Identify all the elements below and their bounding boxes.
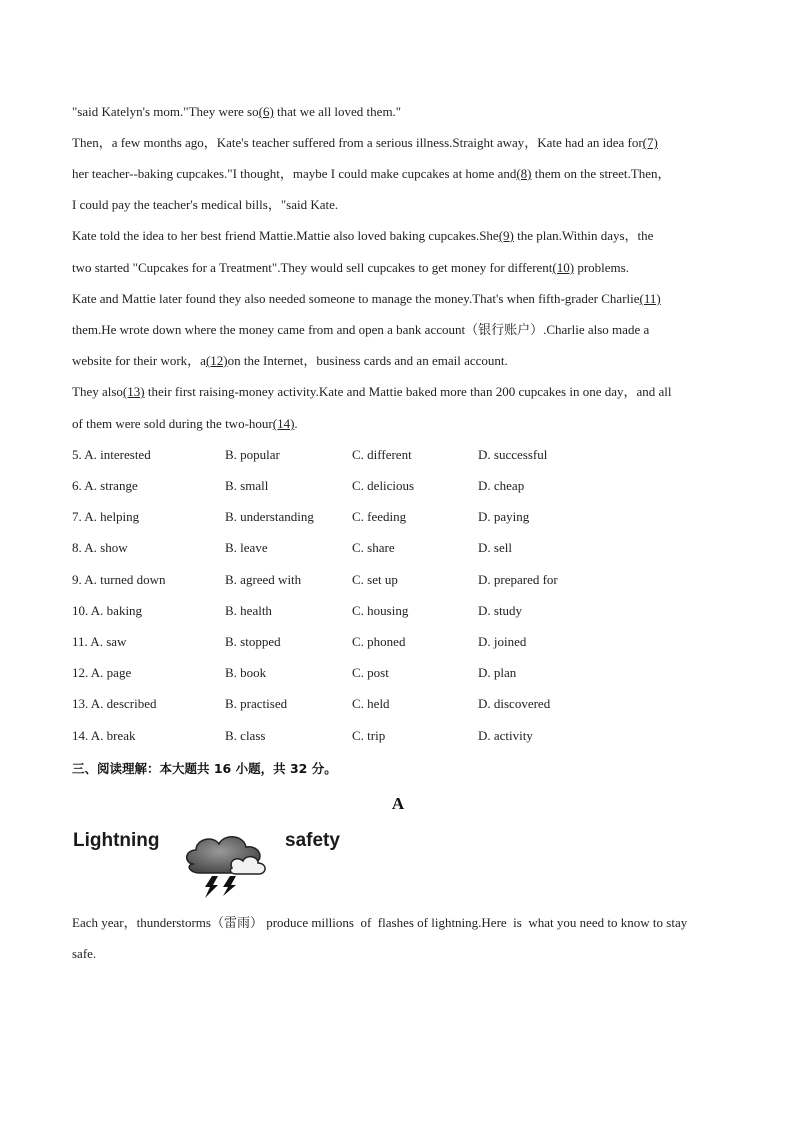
option-b: B. leave bbox=[225, 540, 268, 555]
option-a: 7. A. helping bbox=[72, 509, 140, 524]
option-d: D. successful bbox=[478, 447, 548, 462]
option-b: B. class bbox=[225, 728, 266, 743]
blank-number: (9) bbox=[498, 228, 514, 243]
blank-number: (13) bbox=[122, 384, 145, 399]
passage-text: I could pay the teacher's medical bills，"said Kate. bbox=[72, 197, 339, 212]
option-a: 12. A. page bbox=[72, 665, 132, 680]
option-a: 14. A. break bbox=[72, 728, 136, 743]
blank-number: (14) bbox=[272, 416, 295, 431]
passage-text: Kate and Mattie later found they also needed someone to manage the money.That's when fifth-grader Charlie bbox=[72, 291, 640, 306]
intro-line: safe. bbox=[72, 946, 97, 961]
option-c: C. trip bbox=[352, 728, 386, 743]
passage-text: problems. bbox=[574, 260, 629, 275]
option-a: 8. A. show bbox=[72, 540, 128, 555]
option-c: C. different bbox=[352, 447, 412, 462]
logo-word-left: Lightning bbox=[73, 830, 160, 851]
passage-line bbox=[72, 134, 732, 152]
blank-number: (10) bbox=[552, 260, 575, 275]
passage-text: them.He wrote down where the money came from and open a bank account（银行账户）.Charlie also made a bbox=[72, 322, 650, 337]
option-c: C. set up bbox=[352, 572, 398, 587]
passage-text: two started "Cupcakes for a Treatment".They would sell cupcakes to get money for different bbox=[72, 260, 553, 275]
option-b: B. health bbox=[225, 603, 272, 618]
passage-text: "said Katelyn's mom."They were so bbox=[72, 104, 259, 119]
option-a: 5. A. interested bbox=[72, 447, 151, 462]
passage-line bbox=[72, 165, 732, 183]
option-b: B. stopped bbox=[225, 634, 281, 649]
intro-line: Each year，thunderstorms（雷雨） produce millions of flashes of lightning.Here is what you need to know to stay bbox=[72, 915, 688, 930]
passage-line bbox=[72, 196, 732, 214]
passage-line bbox=[72, 259, 732, 277]
blank-number: (6) bbox=[258, 104, 274, 119]
passage-text: Then，a few months ago，Kate's teacher suffered from a serious illness.Straight away，Kate had an idea for bbox=[72, 135, 643, 150]
passage-text: on the Internet，business cards and an email account. bbox=[227, 353, 508, 368]
blank-number: (12) bbox=[205, 353, 228, 368]
passage-line bbox=[72, 321, 732, 339]
option-a: 11. A. saw bbox=[72, 634, 127, 649]
passage-text: of them were sold during the two-hour bbox=[72, 416, 273, 431]
passage-line bbox=[72, 227, 732, 245]
option-c: C. post bbox=[352, 665, 389, 680]
option-b: B. small bbox=[225, 478, 269, 493]
option-d: D. plan bbox=[478, 665, 517, 680]
option-d: D. discovered bbox=[478, 696, 551, 711]
blank-number: (11) bbox=[639, 291, 661, 306]
option-a: 10. A. baking bbox=[72, 603, 143, 618]
option-c: C. phoned bbox=[352, 634, 406, 649]
passage-line bbox=[72, 352, 732, 370]
passage-text: the plan.Within days，the bbox=[513, 228, 654, 243]
option-d: D. paying bbox=[478, 509, 530, 524]
option-a: 6. A. strange bbox=[72, 478, 138, 493]
option-d: D. cheap bbox=[478, 478, 525, 493]
option-c: C. held bbox=[352, 696, 390, 711]
passage-text: her teacher--baking cupcakes."I thought，maybe I could make cupcakes at home and bbox=[72, 166, 517, 181]
passage-text: that we all loved them." bbox=[273, 104, 402, 119]
option-a: 13. A. described bbox=[72, 696, 157, 711]
option-b: B. book bbox=[225, 665, 267, 680]
option-c: C. share bbox=[352, 540, 395, 555]
logo-word-right: safety bbox=[285, 830, 340, 851]
option-d: D. joined bbox=[478, 634, 527, 649]
option-b: B. popular bbox=[225, 447, 280, 462]
option-b: B. practised bbox=[225, 696, 288, 711]
passage-text: Kate told the idea to her best friend Mattie.Mattie also loved baking cupcakes.She bbox=[72, 228, 499, 243]
option-c: C. delicious bbox=[352, 478, 415, 493]
section-title: 三、阅读理解：本大题共 16 小题，共 32 分。 bbox=[72, 761, 337, 776]
passage-text: their first raising-money activity.Kate and Mattie baked more than 200 cupcakes in one day，and all bbox=[144, 384, 672, 399]
option-b: B. agreed with bbox=[225, 572, 302, 587]
passage-letter: A bbox=[391, 794, 405, 813]
option-c: C. feeding bbox=[352, 509, 407, 524]
blank-number: (7) bbox=[642, 135, 658, 150]
passage-text: website for their work，a bbox=[72, 353, 206, 368]
passage-text: They also bbox=[72, 384, 123, 399]
passage-line bbox=[72, 290, 732, 308]
passage-text: . bbox=[294, 416, 298, 431]
option-d: D. study bbox=[478, 603, 523, 618]
option-c: C. housing bbox=[352, 603, 409, 618]
thundercloud-icon bbox=[180, 830, 276, 900]
passage-text: them on the street.Then， bbox=[531, 166, 671, 181]
option-d: D. activity bbox=[478, 728, 533, 743]
blank-number: (8) bbox=[516, 166, 532, 181]
passage-line bbox=[72, 415, 732, 433]
passage-line bbox=[72, 103, 732, 121]
option-d: D. sell bbox=[478, 540, 512, 555]
option-b: B. understanding bbox=[225, 509, 314, 524]
option-d: D. prepared for bbox=[478, 572, 558, 587]
option-a: 9. A. turned down bbox=[72, 572, 166, 587]
passage-line bbox=[72, 383, 732, 401]
